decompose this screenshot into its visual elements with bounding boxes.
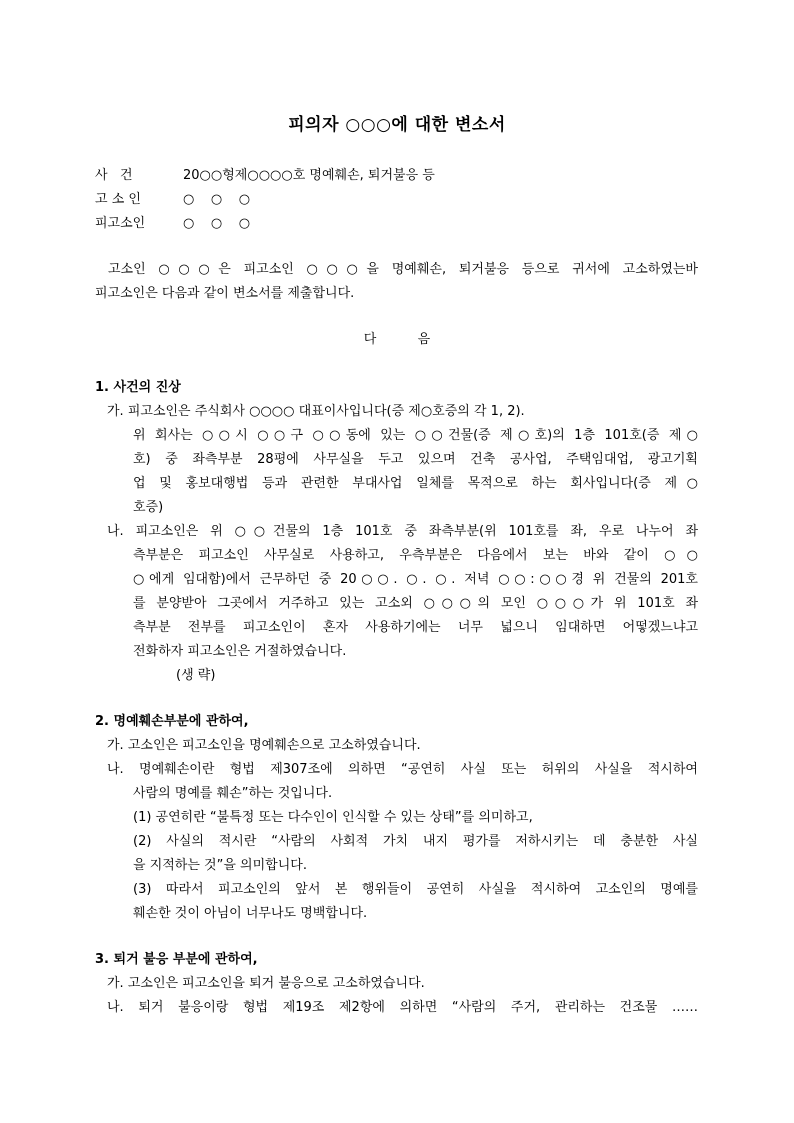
case-value: 20○○형제○○○○호 명예훼손, 퇴거불응 등 — [183, 168, 435, 183]
complainant-value: ○ ○ ○ — [183, 192, 251, 207]
section-2-heading: 2. 명예훼손부분에 관하여, — [95, 714, 249, 729]
s1-ga-body-1: 위 회사는 ○○시 ○○구 ○○동에 있는 ○○건물(증 제○호)의 1층 101호(증 제○ — [133, 428, 698, 443]
s1-ga-body-4: 호증) — [133, 500, 164, 515]
s2-p3-2: 훼손한 것이 아님이 너무나도 명백합니다. — [133, 906, 368, 921]
s2-p2-2: 을 지적하는 것”을 의미합니다. — [133, 858, 307, 873]
s2-p2-1: (2) 사실의 적시란 “사람의 사회적 가치 내지 평가를 저하시키는 데 충분한 사실 — [133, 834, 698, 849]
case-label: 사 건 — [95, 168, 133, 183]
intro-line-1: 고소인 ○○○은 피고소인 ○○○을 명예훼손, 퇴거불응 등으로 귀서에 고소하였는바 — [108, 262, 698, 277]
accused-label: 피고소인 — [95, 216, 146, 231]
s1-ga-body-2: 호) 중 좌측부분 28평에 사무실을 두고 있으며 건축 공사업, 주택임대업, 광고기획 — [133, 452, 698, 467]
s2-ga: 가. 고소인은 피고소인을 명예훼손으로 고소하였습니다. — [107, 738, 421, 753]
s2-p1: (1) 공연히란 “불특정 또는 다수인이 인식할 수 있는 상태”를 의미하고, — [133, 810, 533, 825]
s1-na-1: 나. 피고소인은 위 ○○건물의 1층 101호 중 좌측부분(위 101호를 좌, 우로 나누어 좌 — [107, 524, 698, 539]
s1-na-5: 측부분 전부를 피고소인이 혼자 사용하기에는 너무 넓으니 임대하면 어떻겠느냐고 — [133, 620, 698, 635]
s2-na-1: 나. 명예훼손이란 형법 제307조에 의하면 “공연히 사실 또는 허위의 사실을 적시하여 — [107, 762, 698, 777]
s3-ga: 가. 고소인은 피고소인을 퇴거 불응으로 고소하였습니다. — [107, 976, 425, 991]
s2-p3-1: (3) 따라서 피고소인의 앞서 본 행위들이 공연히 사실을 적시하여 고소인의 명예를 — [133, 882, 698, 897]
s1-omit: (생 략) — [176, 668, 216, 683]
s1-na-3: ○에게 임대함)에서 근무하던 중 20○○. ○. ○. 저녁 ○○:○○경 위 건물의 201호 — [133, 572, 698, 587]
s2-na-2: 사람의 명예를 훼손”하는 것입니다. — [133, 786, 333, 801]
intro-line-2: 피고소인은 다음과 같이 변소서를 제출합니다. — [95, 286, 355, 301]
section-3-heading: 3. 퇴거 불응 부분에 관하여, — [95, 952, 258, 967]
s1-na-6: 전화하자 피고소인은 거절하였습니다. — [133, 644, 347, 659]
document-title: 피의자 ○○○에 대한 변소서 — [288, 115, 506, 135]
section-1-heading: 1. 사건의 진상 — [95, 380, 181, 395]
s1-ga-body-3: 업 및 홍보대행법 등과 관련한 부대사업 일체를 목적으로 하는 회사입니다(증 제○ — [133, 476, 698, 491]
daeum-heading: 다 음 — [363, 332, 431, 347]
s3-na: 나. 퇴거 불응이랑 형법 제19조 제2항에 의하면 “사람의 주거, 관리하는 건조물 …… — [107, 1000, 698, 1015]
s1-ga: 가. 피고소인은 주식회사 ○○○○ 대표이사입니다(증 제○호증의 각 1, 2). — [107, 404, 525, 419]
accused-value: ○ ○ ○ — [183, 216, 251, 231]
s1-na-2: 측부분은 피고소인 사무실로 사용하고, 우측부분은 다음에서 보는 바와 같이 ○○ — [133, 548, 698, 563]
complainant-label: 고 소 인 — [95, 192, 141, 207]
s1-na-4: 를 분양받아 그곳에서 거주하고 있는 고소외 ○○○의 모인 ○○○가 위 101호 좌 — [133, 596, 698, 611]
